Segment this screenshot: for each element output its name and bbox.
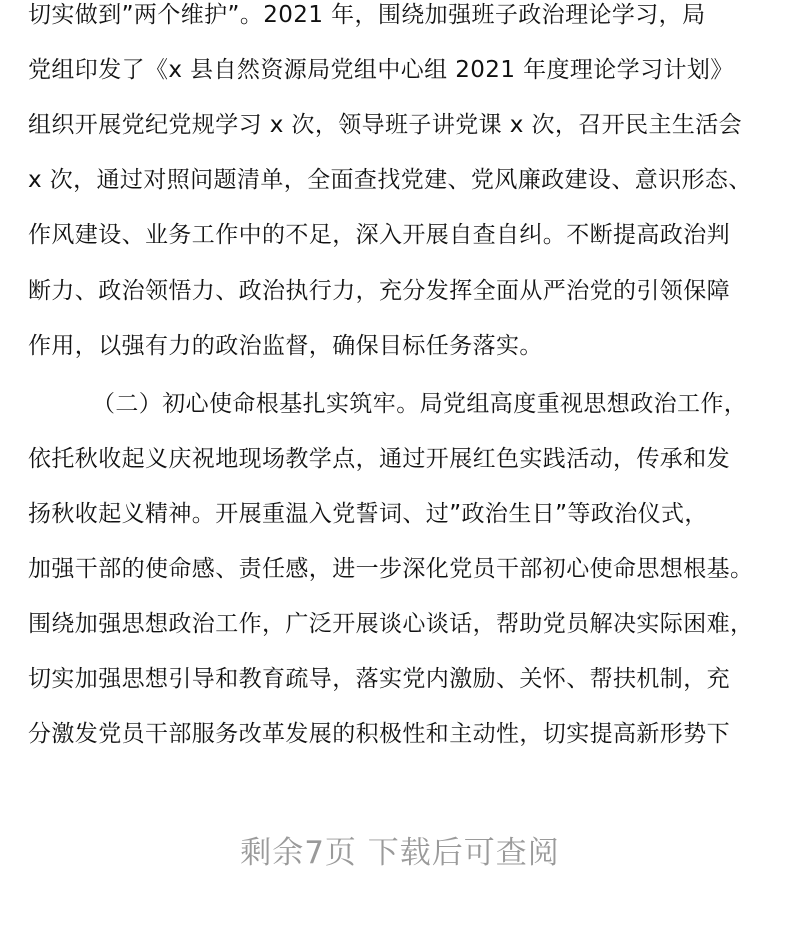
text-line: 切实做到”两个维护”。2021 年，围绕加强班子政治理论学习，局	[28, 2, 706, 28]
section-heading-line: （二）初心使命根基扎实筑牢。局党组高度重视思想政治工作，	[92, 391, 748, 417]
remaining-pages-banner	[0, 828, 800, 878]
text-line: 组织开展党纪党规学习 x 次，领导班子讲党课 x 次，召开民主生活会	[28, 112, 743, 138]
text-line: 切实加强思想引导和教育疏导，落实党内激励、关怀、帮扶机制，充	[28, 666, 730, 692]
text-line: 作用，以强有力的政治监督，确保目标任务落实。	[28, 333, 543, 359]
text-line: 加强干部的使命感、责任感，进一步深化党员干部初心使命思想根基。	[28, 556, 754, 582]
text-line: 作风建设、业务工作中的不足，深入开展自查自纠。不断提高政治判	[28, 222, 730, 248]
text-line: 断力、政治领悟力、政治执行力，充分发挥全面从严治党的引领保障	[28, 278, 730, 304]
text-line: 扬秋收起义精神。开展重温入党誓词、过”政治生日”等政治仪式，	[28, 501, 708, 527]
download-to-view-link[interactable]: 剩余7页 下载后可查阅	[240, 835, 560, 871]
text-line: 分激发党员干部服务改革发展的积极性和主动性，切实提高新形势下	[28, 721, 730, 747]
text-line: x 次，通过对照问题清单，全面查找党建、党风廉政建设、意识形态、	[28, 167, 752, 193]
text-line: 依托秋收起义庆祝地现场教学点，通过开展红色实践活动，传承和发	[28, 446, 730, 472]
text-line: 围绕加强思想政治工作，广泛开展谈心谈话，帮助党员解决实际困难，	[28, 611, 754, 637]
text-line: 党组印发了《x 县自然资源局党组中心组 2021 年度理论学习计划》	[28, 57, 734, 83]
